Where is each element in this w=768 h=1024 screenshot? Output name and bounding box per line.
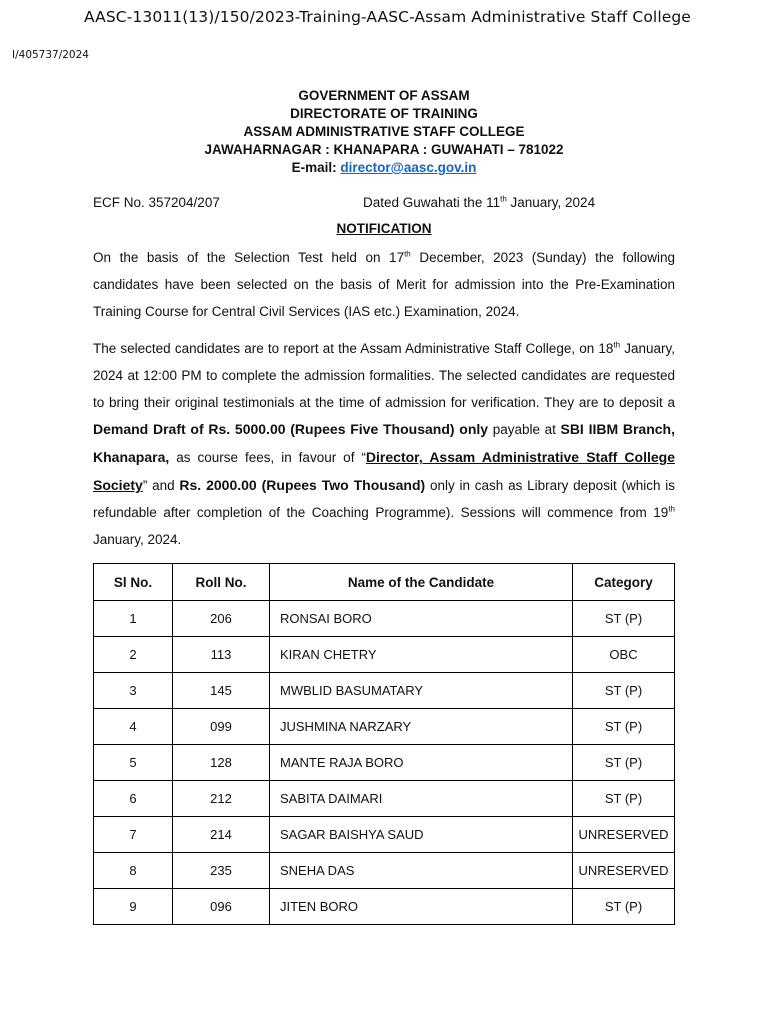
category: OBC bbox=[573, 637, 675, 673]
sl-no: 8 bbox=[94, 853, 173, 889]
roll-no: 128 bbox=[173, 745, 270, 781]
sl-no: 9 bbox=[94, 889, 173, 925]
candidate-name: MANTE RAJA BORO bbox=[270, 745, 573, 781]
candidates-table bbox=[93, 563, 675, 925]
candidate-name: RONSAI BORO bbox=[270, 601, 573, 637]
category: ST (P) bbox=[573, 745, 675, 781]
library-deposit-amount: Rs. 2000.00 (Rupees Two Thousand) bbox=[179, 476, 426, 493]
sl-no: 2 bbox=[94, 637, 173, 673]
email-label: E-mail: bbox=[291, 160, 337, 175]
sl-no: 3 bbox=[94, 673, 173, 709]
table-row bbox=[94, 601, 675, 637]
government-line: GOVERNMENT OF ASSAM bbox=[298, 88, 470, 103]
sl-no: 6 bbox=[94, 781, 173, 817]
document-number: I/405737/2024 bbox=[12, 49, 89, 61]
bank-branch: SBI IIBM Branch, Khanapara, bbox=[93, 421, 675, 466]
sl-no: 1 bbox=[94, 601, 173, 637]
letterhead bbox=[0, 87, 768, 177]
candidate-name: SABITA DAIMARI bbox=[270, 781, 573, 817]
address-line: JAWAHARNAGAR : KHANAPARA : GUWAHATI – 781022 bbox=[204, 142, 564, 157]
candidate-name: JUSHMINA NARZARY bbox=[270, 709, 573, 745]
roll-no: 145 bbox=[173, 673, 270, 709]
category: UNRESERVED bbox=[573, 853, 675, 889]
file-reference: AASC-13011(13)/150/2023-Training-AASC-Assam Administrative Staff College bbox=[84, 8, 691, 26]
instructions-paragraph: The selected candidates are to report at the Assam Administrative Staff College, on 18th January, 2024 at 12:00 PM to complete the admission formalities. The selected candidates are requested to bring their original testimonials at the time of admission for verification. They are to deposit a Demand Draft of Rs. 5000.00 (Rupees Five Thousand) only payable at SBI IIBM Branch, Khanapara, as course fees, in favour of “Director, Assam Administrative Staff College Society” and Rs. 2000.00 (Rupees Two Thousand) only in cash as Library deposit (which is refundable after completion of the Coaching Programme). Sessions will commence from 19th January, 2024. bbox=[93, 340, 676, 547]
header-roll-no: Roll No. bbox=[173, 564, 270, 601]
category: ST (P) bbox=[573, 673, 675, 709]
directorate-line: DIRECTORATE OF TRAINING bbox=[290, 106, 478, 121]
candidate-name: KIRAN CHETRY bbox=[270, 637, 573, 673]
table-row bbox=[94, 709, 675, 745]
roll-no: 214 bbox=[173, 817, 270, 853]
date-line: Dated Guwahati the 11th January, 2024 bbox=[363, 194, 596, 210]
payee-name: Director, Assam Administrative Staff College Society bbox=[93, 449, 675, 493]
category: ST (P) bbox=[573, 601, 675, 637]
roll-no: 212 bbox=[173, 781, 270, 817]
email-link[interactable]: director@aasc.gov.in bbox=[340, 160, 477, 175]
header-category: Category bbox=[573, 564, 675, 601]
table-header-row bbox=[94, 564, 675, 601]
table-row bbox=[94, 745, 675, 781]
selection-paragraph: On the basis of the Selection Test held on 17th December, 2023 (Sunday) the following candidates have been selected on the basis of Merit for admission into the Pre-Examination Training Course for Central Civil Services (IAS etc.) Examination, 2024. bbox=[93, 249, 675, 319]
roll-no: 096 bbox=[173, 889, 270, 925]
ecf-number: ECF No. 357204/207 bbox=[93, 195, 220, 210]
notification-title: NOTIFICATION bbox=[336, 221, 432, 236]
sl-no: 7 bbox=[94, 817, 173, 853]
candidate-name: SNEHA DAS bbox=[270, 853, 573, 889]
roll-no: 113 bbox=[173, 637, 270, 673]
category: ST (P) bbox=[573, 781, 675, 817]
email-line bbox=[0, 159, 768, 177]
candidate-name: MWBLID BASUMATARY bbox=[270, 673, 573, 709]
table-row bbox=[94, 781, 675, 817]
roll-no: 235 bbox=[173, 853, 270, 889]
roll-no: 206 bbox=[173, 601, 270, 637]
demand-draft-amount: Demand Draft of Rs. 5000.00 (Rupees Five Thousand) only bbox=[93, 421, 489, 438]
category: ST (P) bbox=[573, 889, 675, 925]
candidate-name: JITEN BORO bbox=[270, 889, 573, 925]
table-row bbox=[94, 673, 675, 709]
table-row bbox=[94, 853, 675, 889]
table-row bbox=[94, 637, 675, 673]
table-row bbox=[94, 889, 675, 925]
category: UNRESERVED bbox=[573, 817, 675, 853]
header-sl-no: Sl No. bbox=[94, 564, 173, 601]
table-row bbox=[94, 817, 675, 853]
category: ST (P) bbox=[573, 709, 675, 745]
roll-no: 099 bbox=[173, 709, 270, 745]
sl-no: 5 bbox=[94, 745, 173, 781]
header-candidate-name: Name of the Candidate bbox=[270, 564, 573, 601]
college-line: ASSAM ADMINISTRATIVE STAFF COLLEGE bbox=[243, 124, 525, 139]
sl-no: 4 bbox=[94, 709, 173, 745]
candidate-name: SAGAR BAISHYA SAUD bbox=[270, 817, 573, 853]
